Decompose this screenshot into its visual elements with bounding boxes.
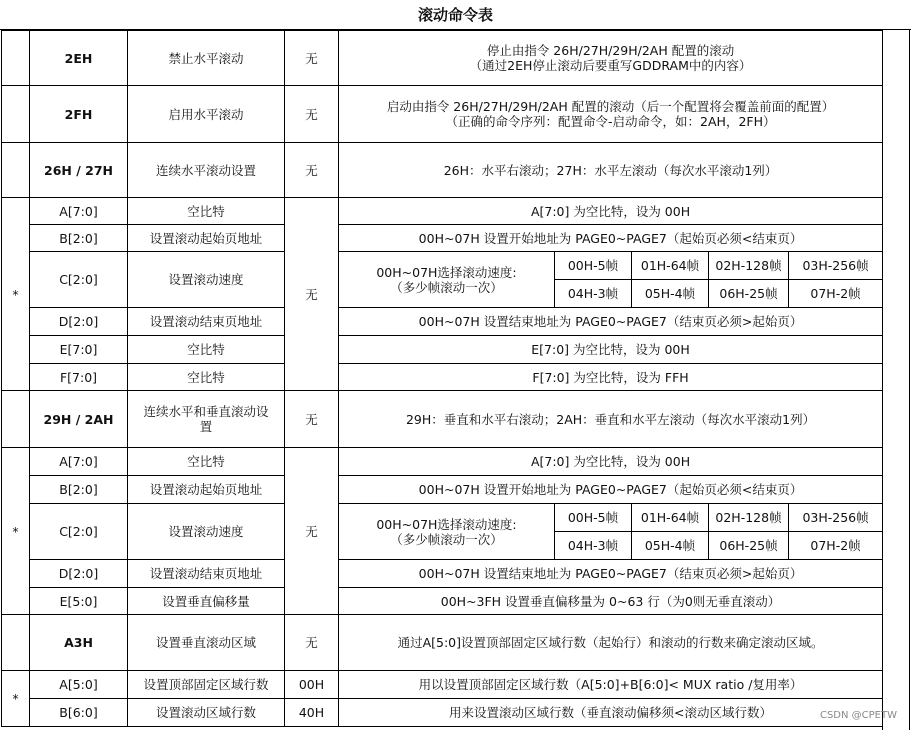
command-name: 禁止水平滚动 [128, 31, 285, 86]
param-description [339, 252, 555, 308]
param-name: 设置顶部固定区域行数 [128, 671, 285, 699]
watermark: CSDN @CPETW [819, 710, 897, 721]
table-row [2, 476, 883, 504]
command-description: 26H：水平右滚动；27H：水平左滚动（每次水平滚动1列） [339, 143, 883, 198]
param-description: 00H~07H 设置开始地址为 PAGE0~PAGE7（起始页必须<结束页） [339, 225, 883, 252]
param-description [339, 504, 555, 560]
command-name [128, 391, 285, 448]
param-code: A[7:0] [30, 448, 128, 476]
speed-option: 02H-128帧 [709, 504, 789, 532]
description-line: （多少帧滚动一次） [390, 279, 503, 295]
table-row [2, 143, 883, 198]
name-line: 连续水平和垂直滚动设 [143, 404, 269, 419]
table-row [2, 225, 883, 252]
table-row [2, 336, 883, 364]
description-line: 00H~07H选择滚动速度: [376, 264, 517, 280]
table-row [2, 699, 883, 727]
command-name: 设置垂直滚动区域 [128, 615, 285, 671]
description-line: 00H~07H选择滚动速度: [376, 516, 517, 532]
speed-option: 01H-64帧 [632, 252, 709, 280]
speed-option: 04H-3帧 [555, 532, 632, 560]
param-default: 00H [285, 671, 339, 699]
param-name: 设置滚动起始页地址 [128, 476, 285, 504]
param-code: B[2:0] [30, 476, 128, 504]
table-row [2, 198, 883, 225]
table-row [2, 252, 883, 280]
speed-option: 06H-25帧 [709, 280, 789, 308]
command-default: 无 [285, 391, 339, 448]
param-name: 设置垂直偏移量 [128, 588, 285, 615]
param-code: D[2:0] [30, 560, 128, 588]
table-row [2, 448, 883, 476]
param-description: E[7:0] 为空比特，设为 00H [339, 336, 883, 364]
description-line: 启动由指令 26H/27H/29H/2AH 配置的滚动（后一个配置将会覆盖前面的配置） [386, 99, 835, 114]
row-spacer [2, 143, 30, 198]
table-row [2, 588, 883, 615]
param-code: E[7:0] [30, 336, 128, 364]
param-default: 无 [285, 198, 339, 391]
param-description: 用来设置滚动区域行数（垂直滚动偏移须<滚动区域行数） [339, 699, 883, 727]
table-row [2, 504, 883, 532]
param-name: 空比特 [128, 448, 285, 476]
param-default: 40H [285, 699, 339, 727]
speed-option: 03H-256帧 [789, 504, 883, 532]
name-line: 置 [199, 419, 213, 434]
param-description: 00H~07H 设置结束地址为 PAGE0~PAGE7（结束页必须>起始页） [339, 560, 883, 588]
row-spacer [2, 86, 30, 143]
param-code: E[5:0] [30, 588, 128, 615]
command-description [339, 31, 883, 86]
table-row [2, 31, 883, 86]
param-group-marker: * [2, 198, 30, 391]
command-default: 无 [285, 143, 339, 198]
command-code: 2FH [30, 86, 128, 143]
command-description: 29H：垂直和水平右滚动；2AH：垂直和水平左滚动（每次水平滚动1列） [339, 391, 883, 448]
param-code: A[5:0] [30, 671, 128, 699]
param-code: F[7:0] [30, 364, 128, 391]
command-description [339, 86, 883, 143]
speed-option: 00H-5帧 [555, 504, 632, 532]
param-code: A[7:0] [30, 198, 128, 225]
scroll-command-table [1, 30, 883, 727]
speed-option: 05H-4帧 [632, 280, 709, 308]
speed-option: 06H-25帧 [709, 532, 789, 560]
speed-option: 00H-5帧 [555, 252, 632, 280]
param-code: B[2:0] [30, 225, 128, 252]
command-default: 无 [285, 615, 339, 671]
param-name: 空比特 [128, 336, 285, 364]
table-row [2, 615, 883, 671]
command-code: A3H [30, 615, 128, 671]
table-row [2, 364, 883, 391]
param-description: 00H~07H 设置结束地址为 PAGE0~PAGE7（结束页必须>起始页） [339, 308, 883, 336]
param-code: D[2:0] [30, 308, 128, 336]
command-name: 连续水平滚动设置 [128, 143, 285, 198]
table-row [2, 86, 883, 143]
command-code: 2EH [30, 31, 128, 86]
param-name: 设置滚动区域行数 [128, 699, 285, 727]
description-line: （正确的命令序列：配置命令-启动命令，如：2AH，2FH） [445, 114, 776, 129]
command-description: 通过A[5:0]设置顶部固定区域行数（起始行）和滚动的行数来确定滚动区域。 [339, 615, 883, 671]
table-row [2, 671, 883, 699]
description-line: （多少帧滚动一次） [390, 531, 503, 547]
speed-option: 07H-2帧 [789, 280, 883, 308]
param-name: 设置滚动速度 [128, 504, 285, 560]
table-row [2, 308, 883, 336]
param-name: 空比特 [128, 364, 285, 391]
param-description: A[7:0] 为空比特，设为 00H [339, 198, 883, 225]
table-row [2, 560, 883, 588]
command-code: 29H / 2AH [30, 391, 128, 448]
param-description: F[7:0] 为空比特，设为 FFH [339, 364, 883, 391]
description-line: 停止由指令 26H/27H/29H/2AH 配置的滚动 [486, 43, 735, 58]
param-description: 00H~07H 设置开始地址为 PAGE0~PAGE7（起始页必须<结束页） [339, 476, 883, 504]
row-spacer [2, 391, 30, 448]
table-title: 滚动命令表 [0, 0, 911, 30]
description-line: （通过2EH停止滚动后要重写GDDRAM中的内容） [469, 58, 752, 73]
param-description: A[7:0] 为空比特，设为 00H [339, 448, 883, 476]
param-code: C[2:0] [30, 252, 128, 308]
row-spacer [2, 615, 30, 671]
param-name: 设置滚动结束页地址 [128, 308, 285, 336]
table-row [2, 391, 883, 448]
param-group-marker: * [2, 448, 30, 615]
param-group-marker: * [2, 671, 30, 727]
param-name: 设置滚动结束页地址 [128, 560, 285, 588]
command-default: 无 [285, 31, 339, 86]
right-margin-column [882, 30, 910, 730]
param-description: 用以设置顶部固定区域行数（A[5:0]+B[6:0]< MUX ratio /复用率） [339, 671, 883, 699]
row-spacer [2, 31, 30, 86]
speed-option: 03H-256帧 [789, 252, 883, 280]
param-description: 00H~3FH 设置垂直偏移量为 0~63 行（为0则无垂直滚动） [339, 588, 883, 615]
speed-option: 05H-4帧 [632, 532, 709, 560]
command-default: 无 [285, 86, 339, 143]
speed-option: 02H-128帧 [709, 252, 789, 280]
param-default: 无 [285, 448, 339, 615]
param-code: B[6:0] [30, 699, 128, 727]
param-name: 空比特 [128, 198, 285, 225]
command-name: 启用水平滚动 [128, 86, 285, 143]
param-code: C[2:0] [30, 504, 128, 560]
param-name: 设置滚动速度 [128, 252, 285, 308]
speed-option: 01H-64帧 [632, 504, 709, 532]
speed-option: 04H-3帧 [555, 280, 632, 308]
command-code: 26H / 27H [30, 143, 128, 198]
speed-option: 07H-2帧 [789, 532, 883, 560]
param-name: 设置滚动起始页地址 [128, 225, 285, 252]
